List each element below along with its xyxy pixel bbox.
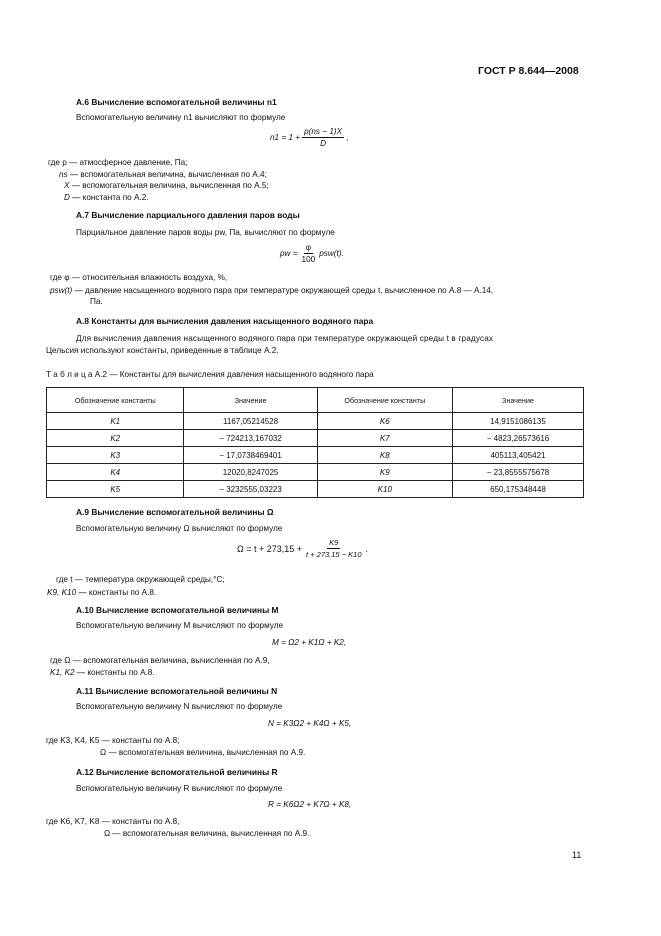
section-a6-title: А.6 Вычисление вспомогательной величины n1: [76, 97, 277, 107]
page-number: 11: [572, 850, 582, 860]
formula-n1-numerator: p(ns − 1)X: [304, 127, 343, 136]
formula-n1: n1 = 1 + $\frac{p(ns - 1)X}{D}$ ,: [270, 127, 349, 148]
formula-pw-denominator: 100: [301, 255, 316, 264]
formula-m: M = Ω2 + K1Ω + K2,: [272, 638, 347, 647]
formula-n1-denominator: D: [320, 139, 327, 148]
where-text: вспомогательная величина, вычисленная по А.4;: [80, 170, 267, 179]
where-symbol: где t —: [56, 575, 83, 584]
table-cell: 12020,8247025: [184, 464, 317, 481]
where-row: [46, 736, 179, 745]
table-cell: K5: [47, 481, 184, 498]
document-header: ГОСТ Р 8.644—2008: [478, 65, 579, 77]
where-symbol: ns —: [59, 170, 79, 179]
where-symbol: Ω —: [100, 748, 117, 757]
section-a10-title: А.10 Вычисление вспомогательной величины M: [76, 605, 279, 615]
table-cell: K7: [317, 430, 452, 447]
table-row: [47, 413, 584, 430]
section-a11-title: А.11 Вычисление вспомогательной величины N: [76, 686, 278, 696]
table-row: [47, 447, 584, 464]
where-text: константы по А.8.: [88, 588, 157, 597]
table-cell: K3: [47, 447, 184, 464]
table-header-row: [47, 388, 584, 413]
formula-n1-fraction: [302, 127, 344, 148]
table-cell: 1167,05214528: [184, 413, 317, 430]
where-row: [104, 829, 309, 838]
table-cell: K2: [47, 430, 184, 447]
section-a9-title: А.9 Вычисление вспомогательной величины Ω: [76, 507, 274, 517]
where-row: [56, 575, 225, 584]
formula-omega-fraction: [304, 538, 363, 559]
formula-pw-numerator: φ: [305, 243, 312, 252]
table-header-cell: Значение: [452, 388, 583, 413]
formula-pw-fraction: [300, 243, 318, 264]
table-row: [47, 464, 584, 481]
formula-pw-lhs: pw =: [280, 249, 298, 258]
where-symbol: где K6, K7, K8 —: [46, 817, 110, 826]
where-row: [48, 158, 187, 167]
where-continuation: Па.: [90, 297, 103, 306]
where-symbol: X —: [64, 181, 80, 190]
formula-omega: Ω = t + 273,15 + $\frac{K9}{t + 273,15 - K10}$ .: [237, 538, 369, 559]
where-text: константы по А.8,: [112, 817, 180, 826]
section-a7-title: А.7 Вычисление парциального давления паров воды: [76, 210, 300, 220]
where-row: [50, 273, 227, 282]
table-header-cell: Значение: [184, 388, 317, 413]
where-text: вспомогательная величина, вычисленная по А.9.: [118, 748, 306, 757]
where-text: константы по А.8;: [112, 736, 180, 745]
section-a7-intro: Парциальное давление паров воды pw, Па, вычисляют по формуле: [76, 228, 335, 237]
formula-r: R = K6Ω2 + K7Ω + K8,: [268, 800, 352, 809]
where-row: [50, 668, 155, 677]
formula-omega-lhs: Ω = t + 273,15 +: [237, 543, 303, 554]
where-symbol: D —: [64, 193, 81, 202]
table-caption: Т а б л и ц а А.2 — Константы для вычисления давления насыщенного водяного пара: [46, 370, 374, 379]
where-row: [50, 656, 270, 665]
where-symbol: где K3, K4, K5 —: [46, 736, 110, 745]
where-row: [47, 588, 156, 597]
table-cell: 650,175348448: [452, 481, 583, 498]
formula-pw-rhs: psw(t).: [319, 249, 344, 258]
section-a6-intro: Вспомогательную величину n1 вычисляют по формуле: [76, 113, 286, 122]
where-text: вспомогательная величина, вычисленная по А.9.: [122, 829, 310, 838]
where-symbol: где Ω —: [50, 656, 81, 665]
where-text: вспомогательная величина, вычисленная по А.9,: [83, 656, 270, 665]
table-cell: K6: [317, 413, 452, 430]
constants-table: [46, 387, 584, 498]
table-header-cell: Обозначение константы: [47, 388, 184, 413]
where-row: [100, 748, 305, 757]
where-row: [59, 170, 267, 179]
section-a8-title: А.8 Константы для вычисления давления насыщенного водяного пара: [76, 316, 374, 326]
where-row: [64, 181, 269, 190]
formula-omega-denominator: t + 273,15 − K10: [306, 550, 362, 559]
where-symbol: psw(t) —: [50, 286, 83, 295]
section-a11-intro: Вспомогательную величину N вычисляют по формуле: [76, 702, 283, 711]
table-cell: K10: [317, 481, 452, 498]
where-text: константа по А.2.: [82, 193, 149, 202]
section-a10-intro: Вспомогательную величину M вычисляют по формуле: [76, 621, 284, 630]
table-cell: − 724213,167032: [184, 430, 317, 447]
table-cell: − 23,8555575678: [452, 464, 583, 481]
section-a8-paragraph-line2: Цельсия используют константы, приведенные в таблице А.2.: [46, 346, 279, 355]
table-row: [47, 481, 584, 498]
where-text: атмосферное давление, Па;: [79, 158, 188, 167]
table-cell: 14,9151086135: [452, 413, 583, 430]
where-symbol: K9, K10 —: [47, 588, 87, 597]
formula-n1-lhs: n1 = 1 +: [270, 133, 301, 142]
section-a12-intro: Вспомогательную величину R вычисляют по формуле: [76, 784, 283, 793]
table-row: [47, 430, 584, 447]
section-a8-paragraph-line1: Для вычисления давления насыщенного водяного пара при температуре окружающей среды t в градусах: [76, 334, 494, 343]
table-cell: K4: [47, 464, 184, 481]
where-symbol: Ω —: [104, 829, 121, 838]
where-text: константы по А.8.: [87, 668, 155, 677]
where-row: [64, 193, 149, 202]
where-row: [50, 286, 493, 295]
where-symbol: где φ —: [50, 273, 80, 282]
section-a12-title: А.12 Вычисление вспомогательной величины R: [76, 767, 278, 777]
formula-n: N = K3Ω2 + K4Ω + K5,: [268, 719, 352, 728]
formula-omega-numerator: K9: [329, 538, 339, 547]
section-a9-intro: Вспомогательную величину Ω вычисляют по формуле: [76, 524, 283, 533]
table-cell: K8: [317, 447, 452, 464]
where-text: давление насыщенного водяного пара при температуре окружающей среды t, вычисленное по А.8 — А.14,: [85, 286, 494, 295]
table-header-cell: Обозначение константы: [317, 388, 452, 413]
table-cell: − 3232555,03223: [184, 481, 317, 498]
table-cell: K9: [317, 464, 452, 481]
where-row: [46, 817, 179, 826]
table-cell: − 4823,26573616: [452, 430, 583, 447]
where-symbol: где p —: [48, 158, 78, 167]
table-cell: K1: [47, 413, 184, 430]
where-symbol: K1, K2 —: [50, 668, 86, 677]
table-cell: 405113,405421: [452, 447, 583, 464]
where-text: температура окружающей среды,°С;: [85, 575, 225, 584]
where-text: вспомогательная величина, вычисленная по А.5;: [82, 181, 269, 190]
formula-pw: [280, 243, 344, 264]
where-text: относительная влажность воздуха, %,: [82, 273, 228, 282]
table-cell: − 17,0738469401: [184, 447, 317, 464]
